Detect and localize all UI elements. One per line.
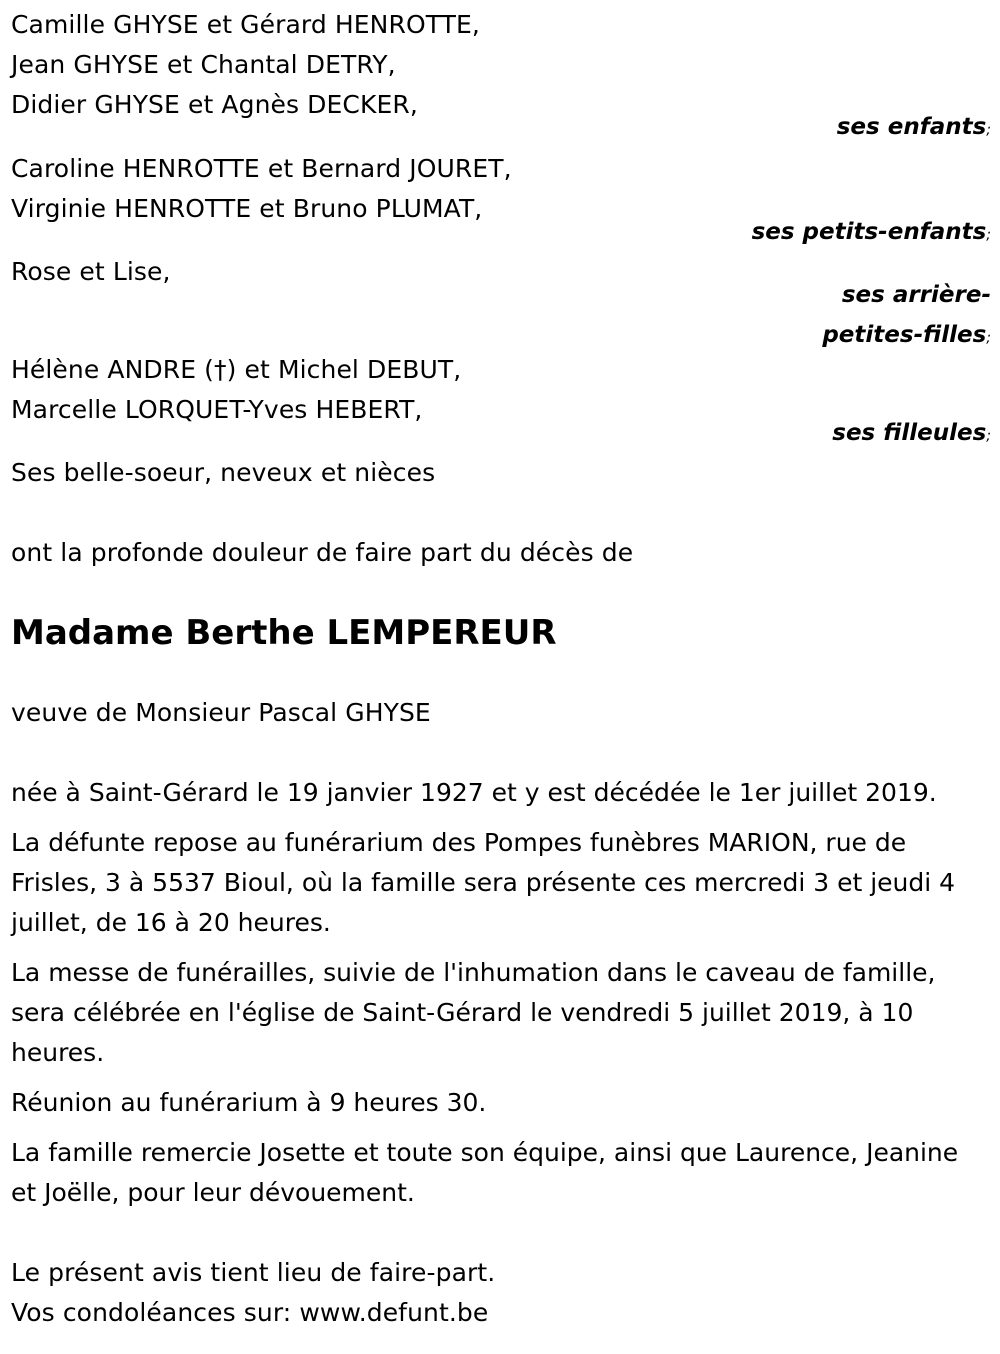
- role-separator: ;: [986, 122, 991, 138]
- goddaughter-line: Marcelle LORQUET-Yves HEBERT,: [11, 395, 423, 424]
- children-group: [11, 5, 991, 147]
- funerarium-paragraph: La défunte repose au funérarium des Pompes funèbres MARION, rue de Frisles, 3 à 5537 Bioul, où la famille sera présente ces mercredi 3 et jeudi 4 juillet, de 16 à 20 heures.: [11, 828, 956, 937]
- child-line: Jean GHYSE et Chantal DETRY,: [11, 50, 396, 79]
- footer-condolences: Vos condoléances sur: www.defunt.be: [11, 1298, 489, 1327]
- role-separator: ;: [986, 330, 991, 346]
- goddaughter-line: [11, 350, 991, 390]
- others-line: Ses belle-soeur, neveux et nièces: [11, 458, 436, 487]
- role-label: petites-filles: [822, 322, 987, 348]
- role-separator: ;: [986, 428, 991, 444]
- goddaughters-group: [11, 350, 991, 453]
- great-grandchild-line: Rose et Lise,: [11, 257, 171, 286]
- child-line: Camille GHYSE et Gérard HENROTTE,: [11, 10, 480, 39]
- thanks-paragraph: La famille remercie Josette et toute son équipe, ainsi que Laurence, Jeanine et Joëlle, pour leur dévouement.: [11, 1138, 959, 1207]
- obituary-notice: [11, 0, 991, 1333]
- widow-of: veuve de Monsieur Pascal GHYSE: [11, 698, 431, 727]
- funeral-mass-paragraph: La messe de funérailles, suivie de l'inhumation dans le caveau de famille, sera célébrée en l'église de Saint-Gérard le vendredi 5 juillet 2019, à 10 heures.: [11, 958, 936, 1067]
- role-separator: ;: [986, 227, 991, 243]
- great-grandchildren-group: [11, 252, 991, 355]
- announcement: ont la profonde douleur de faire part du décès de: [11, 538, 634, 567]
- meeting-paragraph: Réunion au funérarium à 9 heures 30.: [11, 1088, 487, 1117]
- goddaughter-name-part: ) et Michel DEBUT,: [226, 355, 462, 384]
- grandchildren-group: [11, 149, 991, 252]
- grandchild-line: Caroline HENROTTE et Bernard JOURET,: [11, 154, 512, 183]
- child-line: Didier GHYSE et Agnès DECKER,: [11, 90, 418, 119]
- deceased-name: Madame Berthe LEMPEREUR: [11, 613, 557, 653]
- cross-icon: †: [214, 355, 227, 384]
- birth-death-paragraph: née à Saint-Gérard le 19 janvier 1927 et y est décédée le 1er juillet 2019.: [11, 778, 937, 807]
- role-great-grandchildren-line1: ses arrière-: [841, 282, 991, 308]
- grandchild-line: Virginie HENROTTE et Bruno PLUMAT,: [11, 194, 483, 223]
- role-label: ses filleules: [832, 420, 987, 446]
- role-great-grandchildren-line2: [11, 315, 991, 355]
- goddaughter-name-part: Hélène ANDRE (: [11, 355, 214, 384]
- role-label: ses enfants: [836, 114, 987, 140]
- role-label: ses petits-enfants: [751, 219, 987, 245]
- footer-notice: Le présent avis tient lieu de faire-part.: [11, 1258, 496, 1287]
